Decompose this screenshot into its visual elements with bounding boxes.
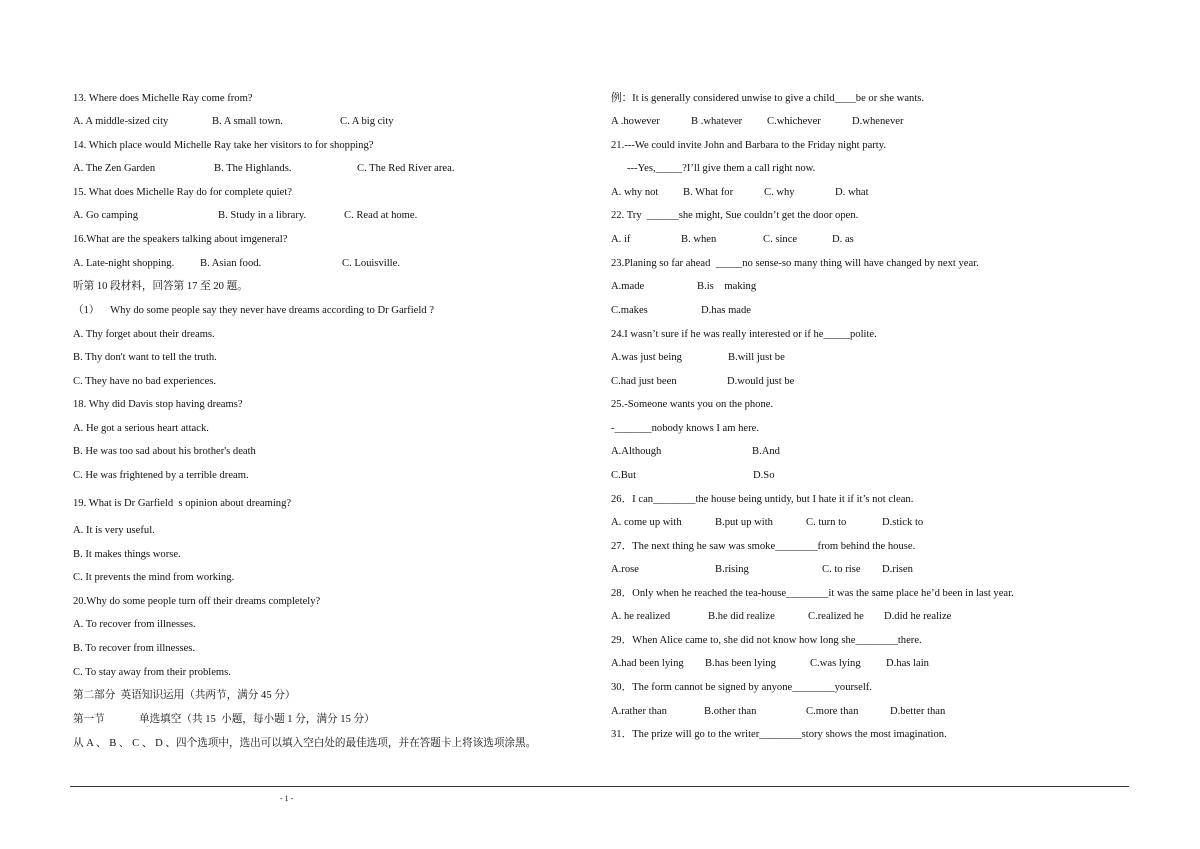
q20-option-b: B. To recover from illnesses. xyxy=(73,643,196,654)
q20-option-a: A. To recover from illnesses. xyxy=(73,619,196,630)
q24-option-a: A.was just being xyxy=(611,352,682,363)
q15-option-b: B. Study in a library. xyxy=(218,210,307,221)
q29-option-c: C.was lying xyxy=(810,658,861,669)
question-17: （1） Why do some people say they never have dreams according to Dr Garfield ? xyxy=(73,305,434,316)
question-21-reply: ---Yes,_____?I’ll give them a call right now. xyxy=(627,163,816,174)
q27-option-d: D.risen xyxy=(882,564,913,575)
q24-option-b: B.will just be xyxy=(728,352,785,363)
question-25: 25.-Someone wants you on the phone. xyxy=(611,399,774,410)
q13-option-a: A. A middle-sized city xyxy=(73,116,169,127)
q28-option-c: C.realized he xyxy=(808,611,864,622)
q16-option-b: B. Asian food. xyxy=(200,258,262,269)
q26-option-d: D.stick to xyxy=(882,517,924,528)
q21-option-d: D. what xyxy=(835,187,869,198)
q21-option-b: B. What for xyxy=(683,187,734,198)
q30-option-a: A.rather than xyxy=(611,706,667,717)
q14-option-a: A. The Zen Garden xyxy=(73,163,156,174)
question-19: 19. What is Dr Garfield s opinion about dreaming? xyxy=(73,498,292,509)
q19-option-b: B. It makes things worse. xyxy=(73,549,181,560)
q23-option-a: A.made xyxy=(611,281,645,292)
q22-option-b: B. when xyxy=(681,234,717,245)
q19-option-c: C. It prevents the mind from working. xyxy=(73,572,235,583)
q30-option-d: D.better than xyxy=(890,706,946,717)
question-14: 14. Which place would Michelle Ray take her visitors to for shopping? xyxy=(73,140,374,151)
q26-option-a: A. come up with xyxy=(611,517,682,528)
q26-option-c: C. turn to xyxy=(806,517,847,528)
q18-option-a: A. He got a serious heart attack. xyxy=(73,423,209,434)
q20-option-c: C. To stay away from their problems. xyxy=(73,667,231,678)
q16-option-a: A. Late-night shopping. xyxy=(73,258,175,269)
q18-option-c: C. He was frightened by a terrible dream. xyxy=(73,470,249,481)
q13-option-b: B. A small town. xyxy=(212,116,283,127)
example-option-d: D.whenever xyxy=(852,116,904,127)
q22-option-d: D. as xyxy=(832,234,854,245)
q22-option-c: C. since xyxy=(763,234,798,245)
example-option-a: A .however xyxy=(611,116,660,127)
section-1-label: 第一节 xyxy=(73,714,105,725)
question-31: 31．The prize will go to the writer________story shows the most imagination. xyxy=(611,729,947,740)
footer-divider xyxy=(70,786,1129,787)
q18-option-b: B. He was too sad about his brother's death xyxy=(73,446,256,457)
part-2-heading: 第二部分 英语知识运用（共两节，满分 45 分） xyxy=(73,690,296,701)
q27-option-b: B.rising xyxy=(715,564,749,575)
q14-option-b: B. The Highlands. xyxy=(214,163,292,174)
example-option-b: B .whatever xyxy=(691,116,743,127)
question-16: 16.What are the speakers talking about imgeneral? xyxy=(73,234,288,245)
question-30: 30．The form cannot be signed by anyone________yourself. xyxy=(611,682,872,693)
q22-option-a: A. if xyxy=(611,234,631,245)
question-18: 18. Why did Davis stop having dreams? xyxy=(73,399,243,410)
section-10-heading: 听第 10 段材料，回答第 17 至 20 题。 xyxy=(73,281,248,292)
question-24: 24.I wasn’t sure if he was really interested or if he_____polite. xyxy=(611,329,877,340)
q27-option-c: C. to rise xyxy=(822,564,861,575)
q25-option-a: A.Although xyxy=(611,446,662,457)
q27-option-a: A.rose xyxy=(611,564,639,575)
section-1-title: 单选填空（共 15 小题，每小题 1 分，满分 15 分） xyxy=(139,714,375,725)
question-22: 22. Try ______she might, Sue couldn’t get the door open. xyxy=(611,210,859,221)
q25-option-b: B.And xyxy=(752,446,780,457)
q28-option-b: B.he did realize xyxy=(708,611,775,622)
question-23: 23.Planing so far ahead _____no sense-so many thing will have changed by next year. xyxy=(611,258,979,269)
q26-option-b: B.put up with xyxy=(715,517,773,528)
question-26: 26．I can________the house being untidy, but I hate it if it’s not clean. xyxy=(611,494,914,505)
question-13: 13. Where does Michelle Ray come from? xyxy=(73,93,253,104)
question-25-reply: -_______nobody knows I am here. xyxy=(611,423,759,434)
question-27: 27．The next thing he saw was smoke________from behind the house. xyxy=(611,541,916,552)
q15-option-c: C. Read at home. xyxy=(344,210,418,221)
q29-option-d: D.has lain xyxy=(886,658,929,669)
q21-option-a: A. why not xyxy=(611,187,659,198)
q17-option-c: C. They have no bad experiences. xyxy=(73,376,217,387)
q28-option-d: D.did he realize xyxy=(884,611,952,622)
section-1-instruction: 从 A 、 B 、 C 、 D 、四个选项中，选出可以填入空白处的最佳选项，并在答题卡上将该选项涂黑。 xyxy=(73,738,537,749)
q16-option-c: C. Louisville. xyxy=(342,258,400,269)
q15-option-a: A. Go camping xyxy=(73,210,139,221)
q29-option-b: B.has been lying xyxy=(705,658,776,669)
q19-option-a: A. It is very useful. xyxy=(73,525,155,536)
q29-option-a: A.had been lying xyxy=(611,658,684,669)
q30-option-c: C.more than xyxy=(806,706,859,717)
q24-option-c: C.had just been xyxy=(611,376,677,387)
question-28: 28．Only when he reached the tea-house________it was the same place he’d been in last year. xyxy=(611,588,1014,599)
question-15: 15. What does Michelle Ray do for complete quiet? xyxy=(73,187,292,198)
q23-option-d: D.has made xyxy=(701,305,752,316)
question-21: 21.---We could invite John and Barbara to the Friday night party. xyxy=(611,140,887,151)
q13-option-c: C. A big city xyxy=(340,116,394,127)
q23-option-c: C.makes xyxy=(611,305,648,316)
q25-option-d: D.So xyxy=(753,470,775,481)
page-number: - 1 - xyxy=(280,794,294,803)
q17-option-a: A. Thy forget about their dreams. xyxy=(73,329,215,340)
q24-option-d: D.would just be xyxy=(727,376,795,387)
q21-option-c: C. why xyxy=(764,187,795,198)
question-29: 29．When Alice came to, she did not know how long she________there. xyxy=(611,635,922,646)
example-option-c: C.whichever xyxy=(767,116,821,127)
q23-option-b: B.is making xyxy=(697,281,757,292)
q25-option-c: C.But xyxy=(611,470,637,481)
q17-option-b: B. Thy don't want to tell the truth. xyxy=(73,352,217,363)
q14-option-c: C. The Red River area. xyxy=(357,163,455,174)
question-20: 20.Why do some people turn off their dreams completely? xyxy=(73,596,321,607)
q28-option-a: A. he realized xyxy=(611,611,671,622)
q30-option-b: B.other than xyxy=(704,706,757,717)
example-question: 例：It is generally considered unwise to give a child____be or she wants. xyxy=(611,93,925,104)
